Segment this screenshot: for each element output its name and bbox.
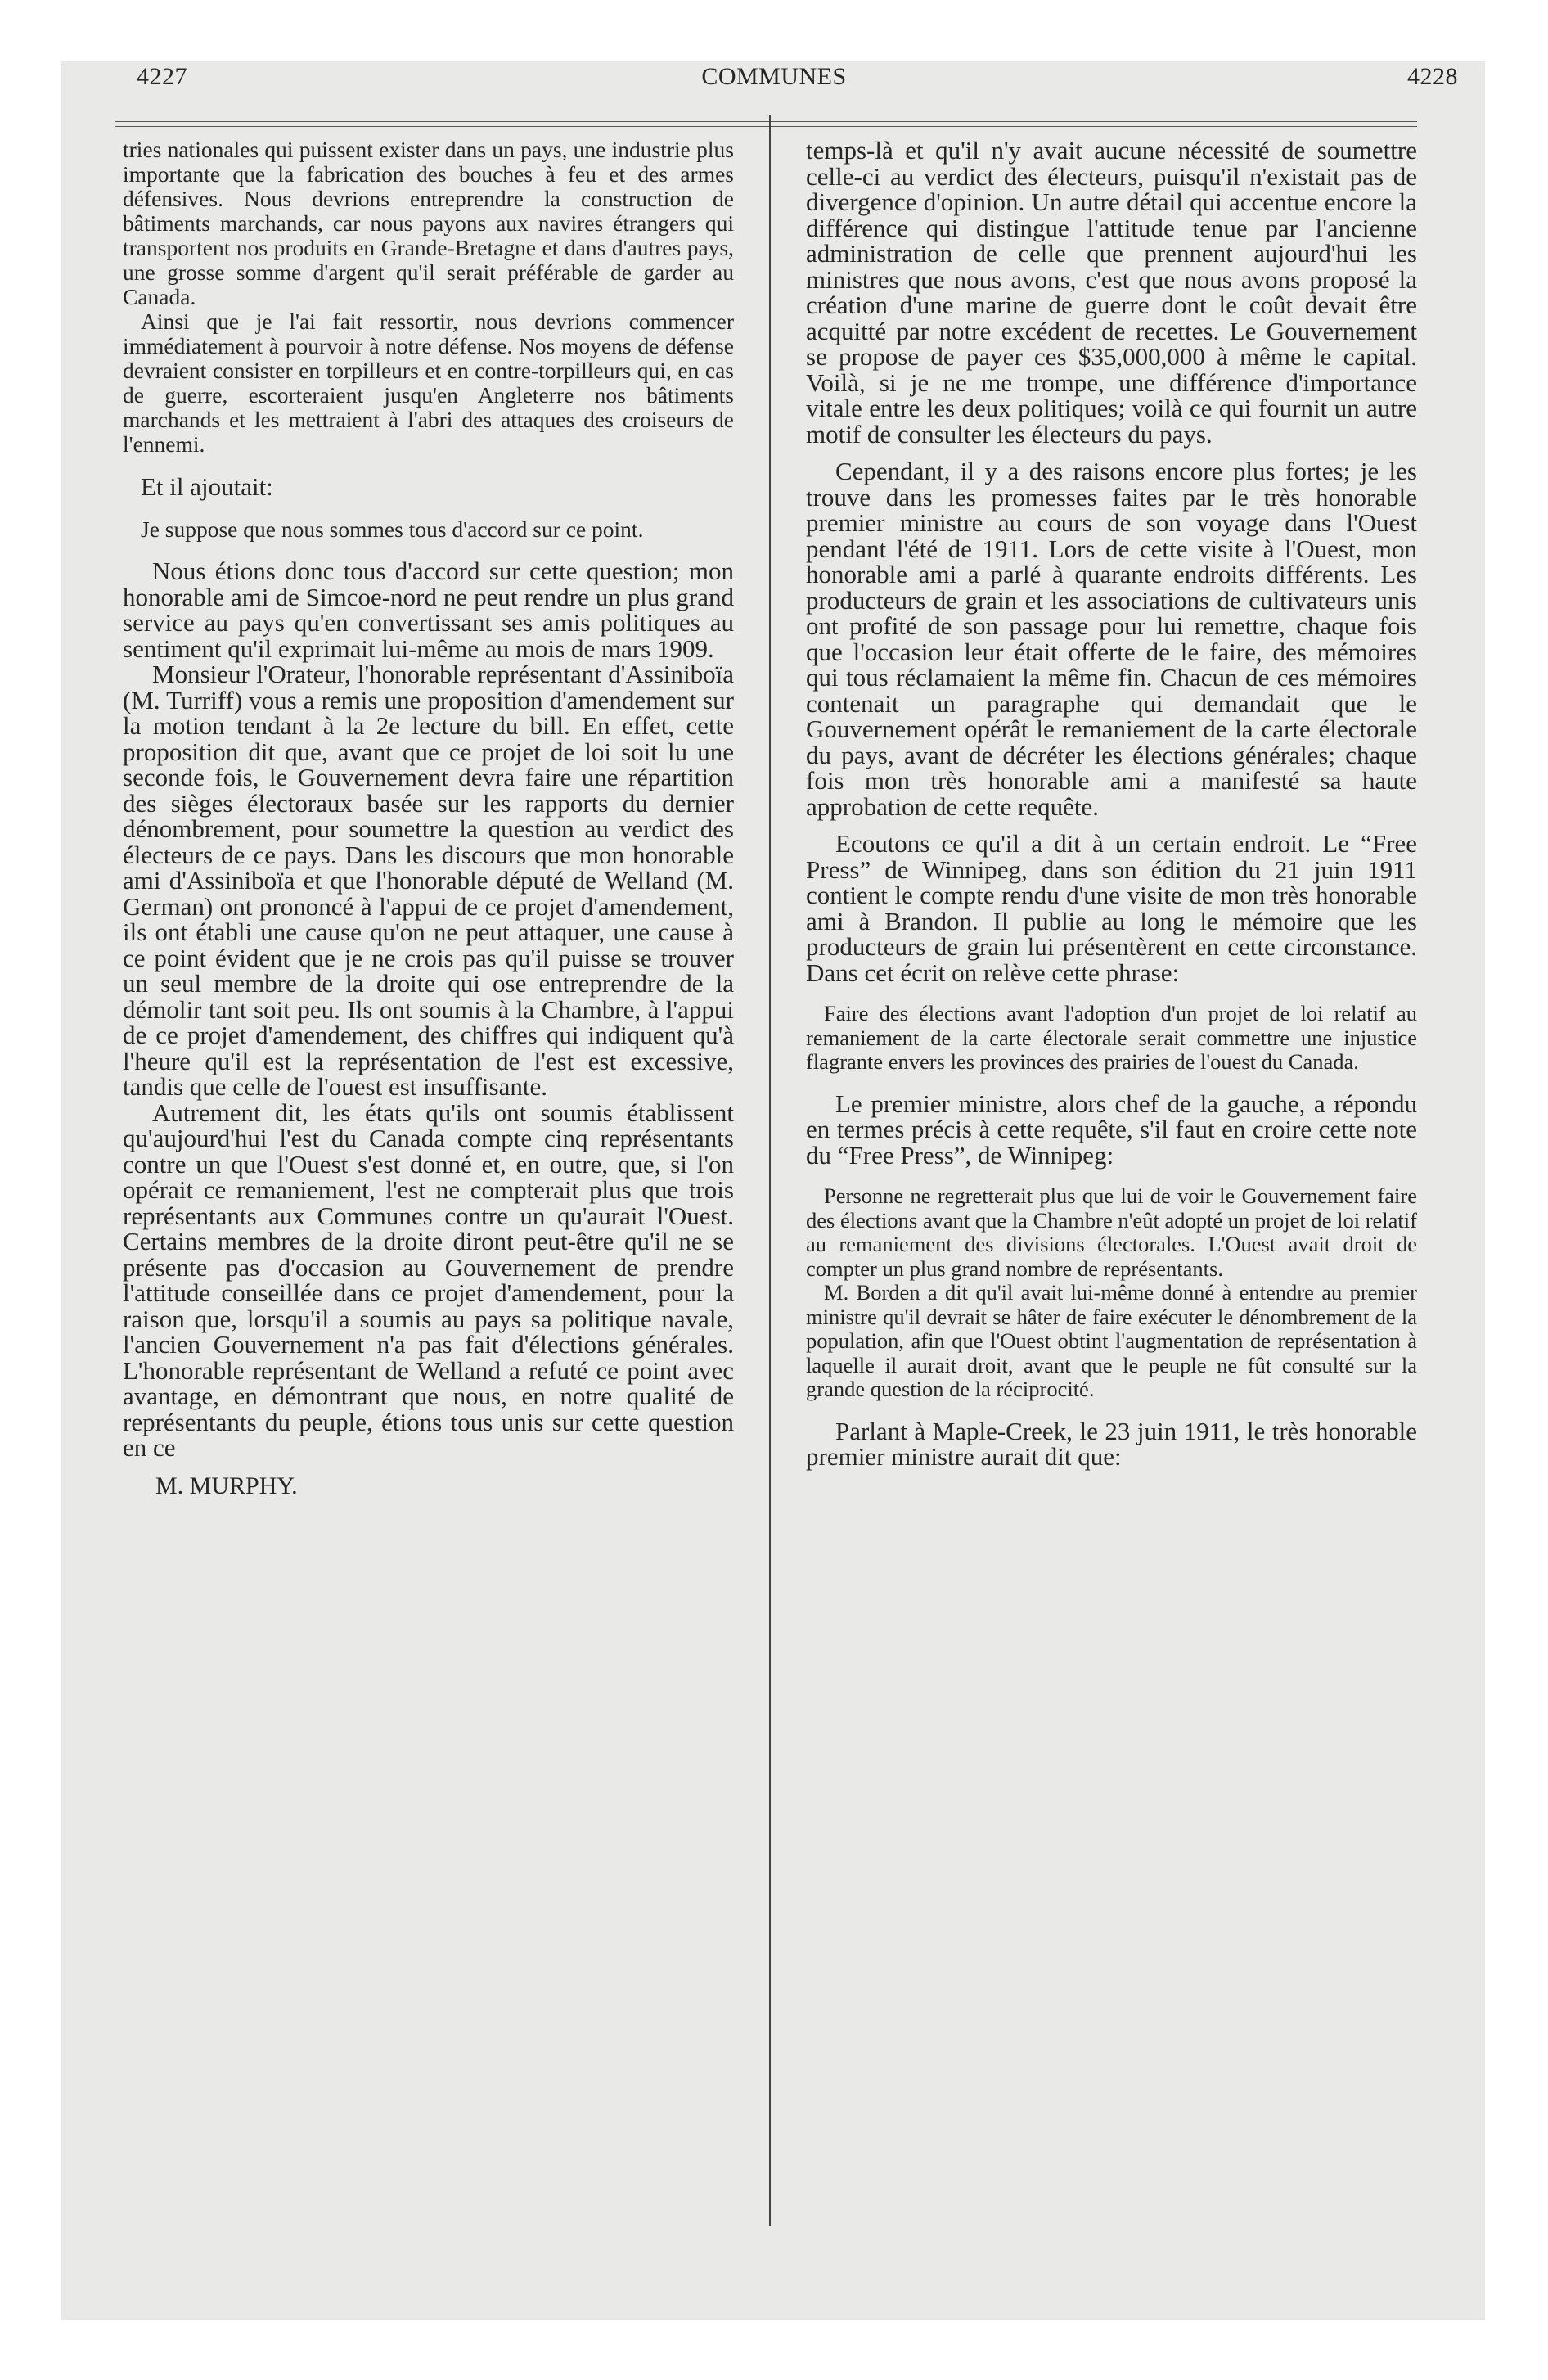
left-paragraph-1: tries nationales qui puissent exister dans un pays, une industrie plus importante que la fabrication des bouches à feu et des armes défensives. Nous devrions entreprendre la construction de bâtiments marchands, car nous payons aux navires étrangers qui transportent nos produits en Grande-Bretagne et dans d'autres pays, une grosse somme d'argent qu'il serait préférable de garder au Canada. <box>123 137 734 309</box>
left-column <box>123 137 734 1500</box>
right-paragraph-3: Ecoutons ce qu'il a dit à un certain endroit. Le “Free Press” de Winnipeg, dans son édition du 21 juin 1911 contient le compte rendu d'une visite de mon très honorable ami à Brandon. Il publie au long le mémoire que les producteurs de grain lui présentèrent en cette circonstance. Dans cet écrit on relève cette phrase: <box>806 829 1417 987</box>
right-column <box>806 137 1417 1470</box>
right-quote-2: Personne ne regretterait plus que lui de voir le Gouvernement faire des élections avant que la Chambre n'eût adopté un projet de loi relatif au remaniement des divisions électorales. L'Ouest avait droit de compter un plus grand nombre de représentants. <box>806 1183 1417 1281</box>
left-quote-1: Je suppose que nous sommes tous d'accord sur ce point. <box>141 516 644 542</box>
left-paragraph-5: Nous étions donc tous d'accord sur cette question; mon honorable ami de Simcoe-nord ne peut rendre un plus grand service au pays qu'en convertissant ses amis politiques au sentiment qu'il exprimait lui-même au mois de mars 1909. <box>123 557 734 663</box>
page-number-right: 4228 <box>1407 63 1458 90</box>
left-paragraph-2: Ainsi que je l'ai fait ressortir, nous devrions commencer immédiatement à pourvoir à notre défense. Nos moyens de défense devraient consister en torpilleurs et en contre-torpilleurs qui, en cas de guerre, escorteraient jusqu'en Angleterre nos bâtiments marchands et les mettraient à l'abri des attaques des croiseurs de l'ennemi. <box>123 309 734 457</box>
header-rule <box>115 121 1417 127</box>
right-paragraph-5: Parlant à Maple-Creek, le 23 juin 1911, le très honorable premier ministre aurait dit que: <box>806 1416 1417 1471</box>
running-title: COMMUNES <box>701 63 847 90</box>
left-paragraph-7: Autrement dit, les états qu'ils ont soumis établissent qu'aujourd'hui l'est du Canada compte cinq représentants contre un que l'Ouest s'est donné et, en outre, que, si l'on opérait ce remaniement, l'est ne compterait plus que trois représentants aux Communes contre un qu'aurait l'Ouest. Certains membres de la droite diront peut-être qu'il ne se présente pas d'occasion au Gouvernement de prendre l'attitude conseillée dans ce projet d'amendement, pour la raison que, lorsqu'il a soumis au pays sa politique navale, l'ancien Gouvernement n'a pas fait d'élections générales. L'honorable représentant de Welland a refuté ce point avec avantage, en démontrant que nous, en notre qualité de représentants du peuple, étions tous unis sur cette question en ce <box>123 1098 734 1462</box>
right-paragraph-1: temps-là et qu'il n'y avait aucune nécessité de soumettre celle-ci au verdict des électeurs, puisqu'il n'existait pas de divergence d'opinion. Un autre détail qui accentue encore la différence qui distingue l'attitude tenue par l'ancienne administration de celle que prennent aujourd'hui les ministres que nous avons, c'est que nous avons proposé la création d'une marine de guerre dont le coût devait être acquitté par notre excédent de recettes. Le Gouvernement se propose de payer ces $35,000,000 à même le capital. Voilà, si je ne me trompe, une différence d'importance vitale entre les deux politiques; voilà ce qui fournit un autre motif de consulter les électeurs du pays. <box>806 136 1417 449</box>
right-quote-3: M. Borden a dit qu'il avait lui-même donné à entendre au premier ministre qu'il devrait se hâter de faire exécuter le dénombrement de la population, afin que l'Ouest obtint l'augmentation de représentation à laquelle il aurait droit, avant que le peuple ne fût consulté sur la grande question de la réciprocité. <box>806 1280 1417 1401</box>
column-divider <box>769 115 771 2226</box>
speaker-name: M. MURPHY. <box>155 1472 298 1499</box>
right-paragraph-2: Cependant, il y a des raisons encore plus fortes; je les trouve dans les promesses faites par le très honorable premier ministre au cours de son voyage dans l'Ouest pendant l'été de 1911. Lors de cette visite à l'Ouest, mon honorable ami a parlé à quarante endroits différents. Les producteurs de grain et les associations de cultivateurs unis ont profité de son passage pour lui remettre, chaque fois que l'occasion leur était offerte de le faire, des mémoires qui tous réclamaient la même fin. Chacun de ces mémoires contenait un paragraphe qui demandait que le Gouvernement opérât le remaniement de la carte électorale du pays, avant de décréter les élections générales; chaque fois mon très honorable ami a manifesté sa haute approbation de cette requête. <box>806 457 1417 821</box>
right-quote-1: Faire des élections avant l'adoption d'un projet de loi relatif au remaniement de la carte électorale serait commettre une injustice flagrante envers les provinces des prairies de l'ouest du Canada. <box>806 1001 1417 1074</box>
page-number-left: 4227 <box>137 63 187 90</box>
left-paragraph-3: Et il ajoutait: <box>141 472 273 501</box>
left-paragraph-6: Monsieur l'Orateur, l'honorable représentant d'Assiniboïa (M. Turriff) vous a remis une proposition d'amendement sur la motion tendant à la 2e lecture du bill. En effet, cette proposition dit que, avant que ce projet de loi soit lu une seconde fois, le Gouvernement devra faire une répartition des sièges électoraux basée sur les rapports du dernier dénombrement, pour soumettre la question au verdict des électeurs de ce pays. Dans les discours que mon honorable ami d'Assiniboïa et que l'honorable député de Welland (M. German) ont prononcé à l'appui de ce projet d'amendement, ils ont établi une cause qu'on ne peut attaquer, une cause à ce point évident que je ne crois pas qu'il puisse se trouver un seul membre de la droite qui ose entreprendre de la démolir tant soit peu. Ils ont soumis à la Chambre, à l'appui de ce projet d'amendement, des chiffres qui indiquent qu'à l'heure qu'il est la représentation de l'est est excessive, tandis que celle de l'ouest est insuffisante. <box>123 660 734 1101</box>
right-paragraph-4: Le premier ministre, alors chef de la gauche, a répondu en termes précis à cette requête, s'il faut en croire cette note du “Free Press”, de Winnipeg: <box>806 1089 1417 1170</box>
